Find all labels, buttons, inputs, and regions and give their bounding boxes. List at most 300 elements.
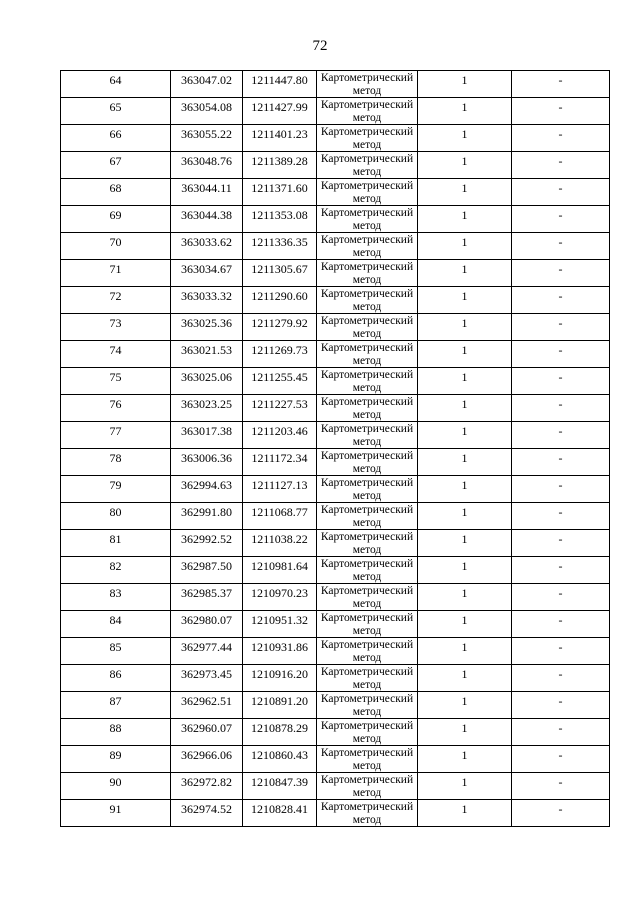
x-coordinate-cell-text: 362962.51 <box>181 694 232 708</box>
y-coordinate-cell-text: 1210951.32 <box>251 613 308 627</box>
method-cell <box>317 314 418 341</box>
method-cell-text: Картометрический метод <box>320 180 414 205</box>
precision-cell <box>418 314 512 341</box>
point-number-cell <box>61 638 171 665</box>
point-number-cell <box>61 800 171 827</box>
x-coordinate-cell-text: 363033.62 <box>181 235 232 249</box>
y-coordinate-cell-text: 1211255.45 <box>251 370 308 384</box>
precision-cell <box>418 368 512 395</box>
description-cell-text: - <box>558 748 563 762</box>
y-coordinate-cell-text: 1211447.80 <box>251 73 308 87</box>
description-cell-text: - <box>558 505 563 519</box>
page-number: 72 <box>312 38 328 54</box>
precision-cell <box>418 584 512 611</box>
y-coordinate-cell <box>243 152 317 179</box>
x-coordinate-cell-text: 362972.82 <box>181 775 232 789</box>
precision-cell-text: 1 <box>461 424 468 438</box>
method-cell <box>317 260 418 287</box>
description-cell <box>512 719 610 746</box>
table-row <box>61 179 610 206</box>
x-coordinate-cell-text: 363044.11 <box>181 181 232 195</box>
precision-cell <box>418 449 512 476</box>
y-coordinate-cell-text: 1211203.46 <box>251 424 308 438</box>
table-row <box>61 800 610 827</box>
y-coordinate-cell <box>243 341 317 368</box>
y-coordinate-cell-text: 1211336.35 <box>251 235 308 249</box>
table-row <box>61 449 610 476</box>
method-cell <box>317 557 418 584</box>
method-cell <box>317 449 418 476</box>
y-coordinate-cell-text: 1210981.64 <box>251 559 308 573</box>
precision-cell <box>418 800 512 827</box>
description-cell <box>512 638 610 665</box>
x-coordinate-cell-text: 363054.08 <box>181 100 232 114</box>
y-coordinate-cell-text: 1211371.60 <box>251 181 308 195</box>
x-coordinate-cell <box>171 395 243 422</box>
description-cell-text: - <box>558 235 563 249</box>
description-cell-text: - <box>558 775 563 789</box>
point-number-cell <box>61 422 171 449</box>
description-cell-text: - <box>558 208 563 222</box>
description-cell <box>512 773 610 800</box>
method-cell-text: Картометрический метод <box>320 720 414 745</box>
y-coordinate-cell <box>243 611 317 638</box>
method-cell-text: Картометрический метод <box>320 315 414 340</box>
point-number-cell <box>61 341 171 368</box>
y-coordinate-cell-text: 1211038.22 <box>251 532 308 546</box>
description-cell <box>512 584 610 611</box>
description-cell-text: - <box>558 721 563 735</box>
method-cell-text: Картометрический метод <box>320 450 414 475</box>
method-cell-text: Картометрический метод <box>320 396 414 421</box>
point-number-cell <box>61 665 171 692</box>
x-coordinate-cell <box>171 530 243 557</box>
precision-cell-text: 1 <box>461 235 468 249</box>
point-number-cell-text: 86 <box>109 667 122 681</box>
x-coordinate-cell-text: 363017.38 <box>181 424 232 438</box>
method-cell-text: Картометрический метод <box>320 126 414 151</box>
table-row <box>61 233 610 260</box>
y-coordinate-cell-text: 1211401.23 <box>251 127 308 141</box>
method-cell-text: Картометрический метод <box>320 639 414 664</box>
point-number-cell <box>61 449 171 476</box>
method-cell-text: Картометрический метод <box>320 747 414 772</box>
x-coordinate-cell-text: 362977.44 <box>181 640 232 654</box>
point-number-cell <box>61 179 171 206</box>
precision-cell <box>418 530 512 557</box>
method-cell-text: Картометрический метод <box>320 801 414 826</box>
point-number-cell-text: 72 <box>109 289 122 303</box>
x-coordinate-cell-text: 363047.02 <box>181 73 232 87</box>
point-number-cell <box>61 152 171 179</box>
x-coordinate-cell <box>171 476 243 503</box>
precision-cell-text: 1 <box>461 154 468 168</box>
x-coordinate-cell <box>171 314 243 341</box>
x-coordinate-cell <box>171 98 243 125</box>
point-number-cell <box>61 125 171 152</box>
x-coordinate-cell-text: 363055.22 <box>181 127 232 141</box>
description-cell <box>512 179 610 206</box>
method-cell <box>317 125 418 152</box>
point-number-cell-text: 76 <box>109 397 122 411</box>
precision-cell <box>418 773 512 800</box>
method-cell <box>317 206 418 233</box>
description-cell-text: - <box>558 289 563 303</box>
point-number-cell-text: 85 <box>109 640 122 654</box>
method-cell <box>317 341 418 368</box>
method-cell-text: Картометрический метод <box>320 558 414 583</box>
description-cell-text: - <box>558 532 563 546</box>
method-cell-text: Картометрический метод <box>320 288 414 313</box>
method-cell-text: Картометрический метод <box>320 72 414 97</box>
x-coordinate-cell-text: 362980.07 <box>181 613 232 627</box>
y-coordinate-cell <box>243 503 317 530</box>
x-coordinate-cell <box>171 341 243 368</box>
precision-cell-text: 1 <box>461 694 468 708</box>
y-coordinate-cell <box>243 125 317 152</box>
precision-cell <box>418 746 512 773</box>
x-coordinate-cell-text: 363006.36 <box>181 451 232 465</box>
point-number-cell-text: 75 <box>109 370 122 384</box>
description-cell <box>512 665 610 692</box>
x-coordinate-cell <box>171 503 243 530</box>
y-coordinate-cell <box>243 422 317 449</box>
y-coordinate-cell <box>243 206 317 233</box>
method-cell <box>317 368 418 395</box>
description-cell <box>512 233 610 260</box>
point-number-cell <box>61 476 171 503</box>
table-row <box>61 557 610 584</box>
table-row <box>61 611 610 638</box>
point-number-cell <box>61 773 171 800</box>
precision-cell-text: 1 <box>461 748 468 762</box>
description-cell <box>512 98 610 125</box>
description-cell-text: - <box>558 586 563 600</box>
y-coordinate-cell-text: 1211427.99 <box>251 100 308 114</box>
precision-cell-text: 1 <box>461 478 468 492</box>
y-coordinate-cell-text: 1210860.43 <box>251 748 308 762</box>
x-coordinate-cell <box>171 746 243 773</box>
y-coordinate-cell-text: 1210970.23 <box>251 586 308 600</box>
precision-cell-text: 1 <box>461 586 468 600</box>
method-cell-text: Картометрический метод <box>320 774 414 799</box>
x-coordinate-cell <box>171 287 243 314</box>
x-coordinate-cell <box>171 179 243 206</box>
precision-cell-text: 1 <box>461 262 468 276</box>
method-cell <box>317 179 418 206</box>
precision-cell <box>418 395 512 422</box>
precision-cell <box>418 179 512 206</box>
method-cell-text: Картометрический метод <box>320 261 414 286</box>
method-cell-text: Картометрический метод <box>320 666 414 691</box>
point-number-cell <box>61 206 171 233</box>
coordinates-table <box>60 70 610 827</box>
x-coordinate-cell <box>171 665 243 692</box>
table-row <box>61 368 610 395</box>
description-cell <box>512 449 610 476</box>
method-cell <box>317 152 418 179</box>
point-number-cell-text: 71 <box>109 262 122 276</box>
x-coordinate-cell <box>171 260 243 287</box>
description-cell <box>512 206 610 233</box>
point-number-cell <box>61 71 171 98</box>
point-number-cell-text: 81 <box>109 532 122 546</box>
y-coordinate-cell <box>243 314 317 341</box>
precision-cell-text: 1 <box>461 721 468 735</box>
method-cell <box>317 287 418 314</box>
description-cell <box>512 287 610 314</box>
method-cell <box>317 719 418 746</box>
method-cell-text: Картометрический метод <box>320 369 414 394</box>
table-row <box>61 665 610 692</box>
description-cell <box>512 476 610 503</box>
x-coordinate-cell <box>171 692 243 719</box>
precision-cell <box>418 611 512 638</box>
precision-cell-text: 1 <box>461 343 468 357</box>
y-coordinate-cell <box>243 530 317 557</box>
method-cell-text: Картометрический метод <box>320 153 414 178</box>
precision-cell <box>418 125 512 152</box>
precision-cell <box>418 71 512 98</box>
description-cell <box>512 368 610 395</box>
precision-cell-text: 1 <box>461 667 468 681</box>
table-row <box>61 584 610 611</box>
y-coordinate-cell <box>243 260 317 287</box>
precision-cell <box>418 233 512 260</box>
point-number-cell-text: 66 <box>109 127 122 141</box>
precision-cell-text: 1 <box>461 208 468 222</box>
method-cell <box>317 800 418 827</box>
point-number-cell-text: 84 <box>109 613 122 627</box>
point-number-cell <box>61 692 171 719</box>
table-row <box>61 773 610 800</box>
table-row <box>61 98 610 125</box>
precision-cell-text: 1 <box>461 73 468 87</box>
table-row <box>61 341 610 368</box>
y-coordinate-cell-text: 1211389.28 <box>251 154 308 168</box>
method-cell <box>317 71 418 98</box>
description-cell <box>512 692 610 719</box>
x-coordinate-cell <box>171 773 243 800</box>
point-number-cell <box>61 287 171 314</box>
point-number-cell-text: 78 <box>109 451 122 465</box>
description-cell-text: - <box>558 640 563 654</box>
y-coordinate-cell <box>243 179 317 206</box>
y-coordinate-cell-text: 1210878.29 <box>251 721 308 735</box>
point-number-cell <box>61 395 171 422</box>
x-coordinate-cell <box>171 800 243 827</box>
x-coordinate-cell-text: 363033.32 <box>181 289 232 303</box>
table-row <box>61 692 610 719</box>
precision-cell <box>418 287 512 314</box>
x-coordinate-cell-text: 362992.52 <box>181 532 232 546</box>
table-row <box>61 314 610 341</box>
point-number-cell <box>61 503 171 530</box>
precision-cell <box>418 557 512 584</box>
x-coordinate-cell-text: 363044.38 <box>181 208 232 222</box>
point-number-cell <box>61 530 171 557</box>
y-coordinate-cell-text: 1211290.60 <box>251 289 308 303</box>
precision-cell-text: 1 <box>461 316 468 330</box>
description-cell-text: - <box>558 127 563 141</box>
method-cell <box>317 476 418 503</box>
coordinates-table-body <box>61 71 610 827</box>
x-coordinate-cell <box>171 584 243 611</box>
y-coordinate-cell <box>243 476 317 503</box>
point-number-cell <box>61 557 171 584</box>
precision-cell-text: 1 <box>461 532 468 546</box>
description-cell-text: - <box>558 316 563 330</box>
method-cell-text: Картометрический метод <box>320 504 414 529</box>
description-cell-text: - <box>558 343 563 357</box>
point-number-cell <box>61 746 171 773</box>
x-coordinate-cell-text: 362985.37 <box>181 586 232 600</box>
point-number-cell-text: 87 <box>109 694 122 708</box>
y-coordinate-cell <box>243 584 317 611</box>
method-cell <box>317 692 418 719</box>
description-cell <box>512 503 610 530</box>
x-coordinate-cell <box>171 71 243 98</box>
description-cell-text: - <box>558 451 563 465</box>
y-coordinate-cell-text: 1211127.13 <box>251 478 308 492</box>
y-coordinate-cell <box>243 287 317 314</box>
description-cell-text: - <box>558 73 563 87</box>
table-row <box>61 395 610 422</box>
description-cell-text: - <box>558 802 563 816</box>
description-cell <box>512 152 610 179</box>
description-cell <box>512 341 610 368</box>
method-cell <box>317 638 418 665</box>
y-coordinate-cell <box>243 557 317 584</box>
precision-cell-text: 1 <box>461 370 468 384</box>
method-cell-text: Картометрический метод <box>320 207 414 232</box>
point-number-cell <box>61 260 171 287</box>
method-cell <box>317 611 418 638</box>
table-row <box>61 152 610 179</box>
point-number-cell-text: 83 <box>109 586 122 600</box>
description-cell <box>512 422 610 449</box>
precision-cell-text: 1 <box>461 640 468 654</box>
method-cell <box>317 395 418 422</box>
y-coordinate-cell <box>243 773 317 800</box>
description-cell <box>512 746 610 773</box>
y-coordinate-cell <box>243 638 317 665</box>
point-number-cell-text: 77 <box>109 424 122 438</box>
method-cell-text: Картометрический метод <box>320 99 414 124</box>
precision-cell-text: 1 <box>461 100 468 114</box>
x-coordinate-cell-text: 362991.80 <box>181 505 232 519</box>
y-coordinate-cell <box>243 71 317 98</box>
precision-cell-text: 1 <box>461 127 468 141</box>
point-number-cell-text: 68 <box>109 181 122 195</box>
description-cell-text: - <box>558 181 563 195</box>
precision-cell-text: 1 <box>461 802 468 816</box>
description-cell-text: - <box>558 370 563 384</box>
description-cell <box>512 260 610 287</box>
description-cell <box>512 395 610 422</box>
method-cell-text: Картометрический метод <box>320 477 414 502</box>
precision-cell <box>418 152 512 179</box>
method-cell <box>317 584 418 611</box>
method-cell-text: Картометрический метод <box>320 423 414 448</box>
point-number-cell-text: 80 <box>109 505 122 519</box>
description-cell-text: - <box>558 694 563 708</box>
method-cell-text: Картометрический метод <box>320 693 414 718</box>
y-coordinate-cell-text: 1210828.41 <box>251 802 308 816</box>
y-coordinate-cell-text: 1211305.67 <box>251 262 308 276</box>
description-cell-text: - <box>558 667 563 681</box>
precision-cell <box>418 638 512 665</box>
table-row <box>61 206 610 233</box>
precision-cell <box>418 98 512 125</box>
description-cell <box>512 611 610 638</box>
point-number-cell-text: 70 <box>109 235 122 249</box>
method-cell-text: Картометрический метод <box>320 234 414 259</box>
point-number-cell-text: 88 <box>109 721 122 735</box>
y-coordinate-cell-text: 1211353.08 <box>251 208 308 222</box>
y-coordinate-cell <box>243 746 317 773</box>
point-number-cell <box>61 368 171 395</box>
point-number-cell-text: 69 <box>109 208 122 222</box>
point-number-cell-text: 82 <box>109 559 122 573</box>
description-cell <box>512 800 610 827</box>
table-row <box>61 530 610 557</box>
point-number-cell-text: 65 <box>109 100 122 114</box>
precision-cell <box>418 206 512 233</box>
precision-cell <box>418 422 512 449</box>
y-coordinate-cell <box>243 98 317 125</box>
description-cell-text: - <box>558 613 563 627</box>
table-row <box>61 287 610 314</box>
y-coordinate-cell <box>243 368 317 395</box>
precision-cell <box>418 503 512 530</box>
point-number-cell <box>61 314 171 341</box>
precision-cell <box>418 341 512 368</box>
method-cell-text: Картометрический метод <box>320 585 414 610</box>
precision-cell-text: 1 <box>461 613 468 627</box>
description-cell <box>512 125 610 152</box>
y-coordinate-cell-text: 1211068.77 <box>251 505 308 519</box>
precision-cell <box>418 719 512 746</box>
description-cell-text: - <box>558 154 563 168</box>
x-coordinate-cell <box>171 611 243 638</box>
y-coordinate-cell-text: 1210931.86 <box>251 640 308 654</box>
y-coordinate-cell-text: 1211279.92 <box>251 316 308 330</box>
precision-cell-text: 1 <box>461 397 468 411</box>
x-coordinate-cell-text: 362960.07 <box>181 721 232 735</box>
precision-cell-text: 1 <box>461 505 468 519</box>
description-cell-text: - <box>558 424 563 438</box>
y-coordinate-cell <box>243 692 317 719</box>
y-coordinate-cell <box>243 449 317 476</box>
table-row <box>61 71 610 98</box>
description-cell-text: - <box>558 100 563 114</box>
y-coordinate-cell-text: 1210847.39 <box>251 775 308 789</box>
x-coordinate-cell-text: 363021.53 <box>181 343 232 357</box>
point-number-cell-text: 91 <box>109 802 122 816</box>
x-coordinate-cell-text: 362966.06 <box>181 748 232 762</box>
x-coordinate-cell <box>171 638 243 665</box>
point-number-cell-text: 74 <box>109 343 122 357</box>
point-number-cell-text: 73 <box>109 316 122 330</box>
table-row <box>61 746 610 773</box>
precision-cell <box>418 260 512 287</box>
x-coordinate-cell-text: 363023.25 <box>181 397 232 411</box>
y-coordinate-cell <box>243 395 317 422</box>
x-coordinate-cell <box>171 233 243 260</box>
description-cell <box>512 530 610 557</box>
table-row <box>61 125 610 152</box>
